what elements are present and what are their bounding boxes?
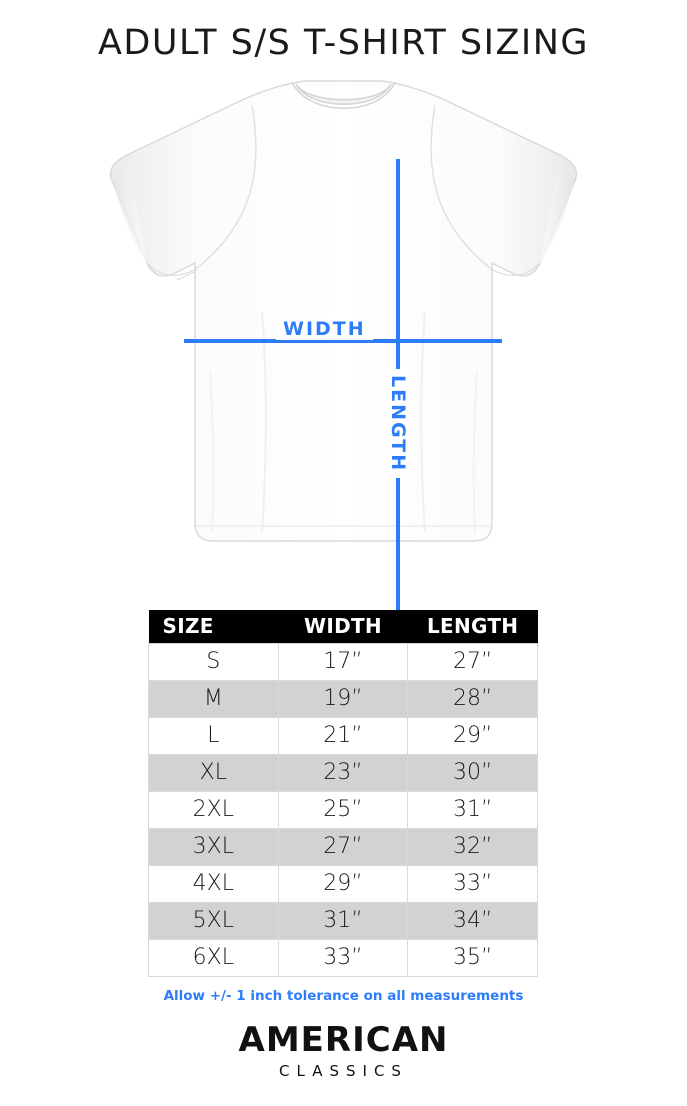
cell-size: 3XL xyxy=(149,828,279,865)
cell-width: 29” xyxy=(278,865,408,902)
table-row xyxy=(149,680,538,717)
cell-length: 34” xyxy=(408,902,538,939)
table-row xyxy=(149,754,538,791)
page-title: ADULT S/S T-SHIRT SIZING xyxy=(97,23,590,63)
size-table xyxy=(148,610,538,977)
cell-length: 33” xyxy=(408,865,538,902)
table-row xyxy=(149,791,538,828)
cell-width: 21” xyxy=(278,717,408,754)
cell-length: 29” xyxy=(408,717,538,754)
cell-size: S xyxy=(149,643,279,680)
cell-length: 32” xyxy=(408,828,538,865)
cell-length: 28” xyxy=(408,680,538,717)
cell-length: 27” xyxy=(408,643,538,680)
column-header-width: WIDTH xyxy=(278,610,408,643)
cell-length: 35” xyxy=(408,939,538,976)
size-table-body xyxy=(149,643,538,976)
size-table-header xyxy=(149,610,538,643)
table-header-row xyxy=(149,610,538,643)
cell-length: 30” xyxy=(408,754,538,791)
size-chart xyxy=(148,610,538,977)
cell-width: 17” xyxy=(278,643,408,680)
cell-width: 33” xyxy=(278,939,408,976)
table-row xyxy=(149,643,538,680)
column-header-length: LENGTH xyxy=(408,610,538,643)
cell-width: 27” xyxy=(278,828,408,865)
table-row xyxy=(149,939,538,976)
cell-size: M xyxy=(149,680,279,717)
cell-width: 23” xyxy=(278,754,408,791)
brand-subtitle: CLASSICS xyxy=(279,1062,408,1080)
tolerance-note: Allow +/- 1 inch tolerance on all measurements xyxy=(163,988,524,1004)
width-label: WIDTH xyxy=(276,318,373,340)
shirt-diagram xyxy=(0,71,687,571)
cell-size: 2XL xyxy=(149,791,279,828)
cell-size: 5XL xyxy=(149,902,279,939)
cell-size: L xyxy=(149,717,279,754)
cell-width: 31” xyxy=(278,902,408,939)
cell-width: 25” xyxy=(278,791,408,828)
cell-length: 31” xyxy=(408,791,538,828)
cell-size: 6XL xyxy=(149,939,279,976)
column-header-size: SIZE xyxy=(149,610,279,643)
cell-size: XL xyxy=(149,754,279,791)
cell-size: 4XL xyxy=(149,865,279,902)
cell-width: 19” xyxy=(278,680,408,717)
table-row xyxy=(149,865,538,902)
table-row xyxy=(149,828,538,865)
table-row xyxy=(149,717,538,754)
length-label: LENGTH xyxy=(387,369,409,478)
brand-name: AMERICAN xyxy=(238,1020,449,1060)
table-row xyxy=(149,902,538,939)
